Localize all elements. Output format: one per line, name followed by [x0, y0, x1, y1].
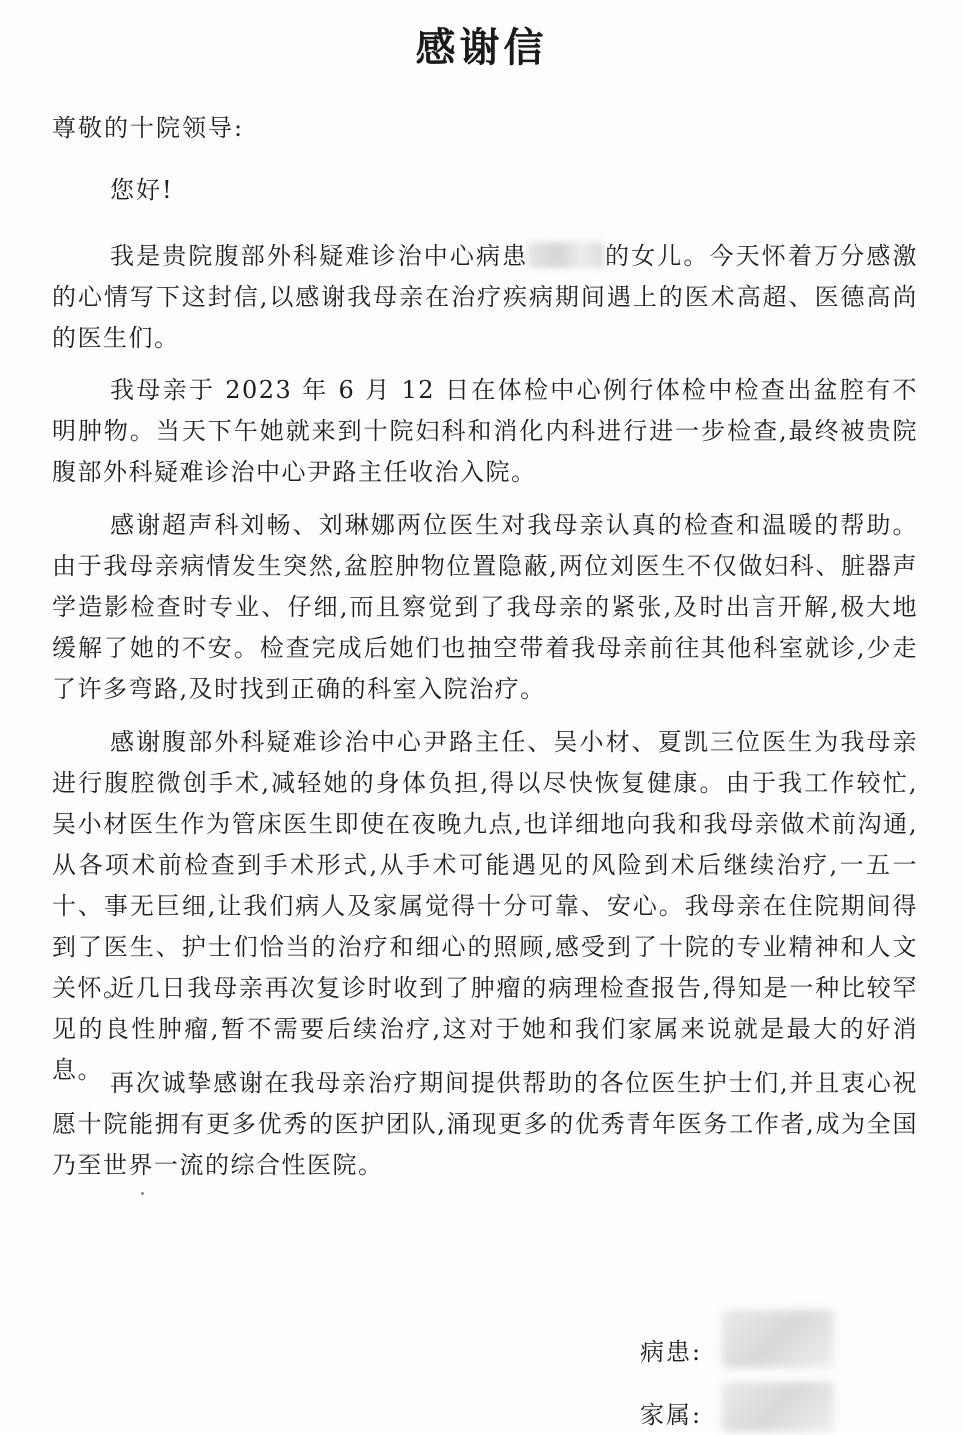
paragraph-1-after: 的女儿。今天怀着万分感激的心情写下这封信,以感谢我母亲在治疗疾病期间遇上的医术高超、医德高尚的医生们。 — [52, 242, 919, 352]
letter-greeting: 您好! — [110, 176, 174, 204]
signature-patient-label: 病患: — [640, 1338, 703, 1366]
paragraph-3: 感谢超声科刘畅、刘琳娜两位医生对我母亲认真的检查和温暖的帮助。由于我母亲病情发生突然,盆腔肿物位置隐蔽,两位刘医生不仅做妇科、脏器声学造影检查时专业、仔细,而且察觉到了我母亲的紧张,及时出言开解,极大地缓解了她的不安。检查完成后她们也抽空带着我母亲前往其他科室就诊,少走了许多弯路,及时找到正确的科室入院治疗。 — [52, 511, 918, 703]
letter-title: 感谢信 — [415, 25, 548, 71]
redacted-patient-signature — [722, 1310, 834, 1368]
redacted-name — [528, 242, 604, 268]
paragraph-1-before: 我是贵院腹部外科疑难诊治中心病患 — [110, 242, 529, 270]
paragraph-2: 我母亲于 2023 年 6 月 12 日在体检中心例行体检中检查出盆腔有不明肿物。当天下午她就来到十院妇科和消化内科进行进一步检查,最终被贵院腹部外科疑难诊治中心尹路主任收治入院。 — [52, 376, 918, 486]
paragraph-4: 感谢腹部外科疑难诊治中心尹路主任、吴小材、夏凯三位医生为我母亲进行腹腔微创手术,减轻她的身体负担,得以尽快恢复健康。由于我工作较忙,吴小材医生作为管床医生即使在夜晚九点,也详细地向我和我母亲做术前沟通,从各项术前检查到手术形式,从手术可能遇见的风险到术后继续治疗,一五一十、事无巨细,让我们病人及家属觉得十分可靠、安心。我母亲在住院期间得到了医生、护士们恰当的治疗和细心的照顾,感受到了十院的专业精神和人文关怀。 — [52, 728, 918, 1002]
redacted-family-signature — [722, 1382, 834, 1432]
stray-mark — [141, 1192, 144, 1195]
paragraph-6: 再次诚挚感谢在我母亲治疗期间提供帮助的各位医生护士们,并且衷心祝愿十院能拥有更多优秀的医护团队,涌现更多的优秀青年医务工作者,成为全国乃至世界一流的综合性医院。 — [52, 1069, 918, 1179]
paragraph-1 — [52, 236, 918, 359]
paragraph-5: 近几日我母亲再次复诊时收到了肿瘤的病理检查报告,得知是一种比较罕见的良性肿瘤,暂不需要后续治疗,这对于她和我们家属来说就是最大的好消息。 — [52, 974, 918, 1084]
letter-salutation: 尊敬的十院领导: — [52, 114, 245, 142]
signature-family-label: 家属: — [640, 1401, 703, 1429]
